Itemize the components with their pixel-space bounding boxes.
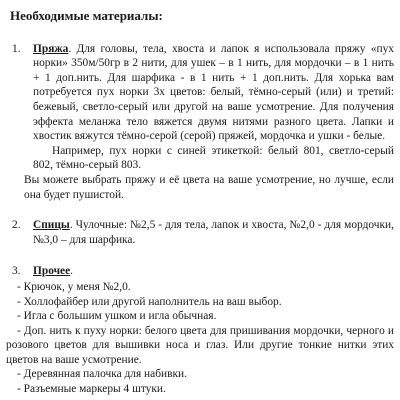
section-other	[6, 264, 394, 279]
section-needles	[6, 218, 394, 247]
materials-list	[6, 280, 394, 397]
section-text: . Чулочные: №2,5 - для тела, лапок и хвоста, №2,0 - для мордочки, №3,0 – для шарфика.	[33, 219, 394, 246]
section-heading: Пряжа	[33, 42, 69, 55]
list-item: - Игла с большим ушком и игла обычная.	[17, 310, 217, 323]
needles-paragraph	[33, 218, 394, 247]
section-number: 3.	[12, 265, 21, 278]
section-heading: Спицы	[33, 219, 70, 232]
yarn-paragraph	[33, 42, 394, 144]
section-yarn	[6, 42, 394, 173]
yarn-example: Например, пух норки с синей этикеткой: белый 801, светло-серый 802, тёмно-серый 803.	[33, 144, 394, 172]
other-heading-line	[33, 264, 394, 279]
list-item: - Крючок, у меня №2,0.	[17, 280, 131, 293]
list-item: - Деревянная палочка для набивки.	[17, 368, 187, 381]
yarn-note: Вы можете выбрать пряжу и её цвета на ваше усмотрение, но лучше, если она будет пушистой.	[24, 173, 394, 201]
list-item: - Разъемные маркеры 4 штуки.	[17, 383, 166, 396]
section-number: 2.	[12, 219, 21, 232]
list-item: - Доп. нить к пуху норки: белого цвета для пришивания мордочки, черного и розового цветов для вышивки носа и глаз. Или другие тонкие нитки этих цветов на ваше усмотрение.	[6, 324, 394, 366]
section-number: 1.	[12, 42, 21, 55]
page-title: Необходимые материалы:	[10, 8, 163, 23]
list-item: - Холлофайбер или другой наполнитель на ваш выбор.	[17, 295, 282, 308]
section-heading: Прочее	[33, 265, 71, 278]
section-text: . Для головы, тела, хвоста и лапок я использовала пряжу «пух норки» 350м/50гр в 2 нити, для ушек – в 1 нить, для мордочки – в 1 нить + 1 доп.нить. Для шарфика - в 1 нить + 1 доп.нить. Для хорька вам потребуется пух норки 3х цветов: белый, тёмно-серый (или) и третий: бежевый, светло-серый или другой на ваше усмотрение. Для получения эффекта меланжа тело вяжется двумя нитями разного цвета. Лапки и хвостик вяжутся тёмно-серой (серой) пряжей, мордочка и ушки - белые.	[33, 42, 394, 143]
section-text: .	[70, 265, 73, 278]
